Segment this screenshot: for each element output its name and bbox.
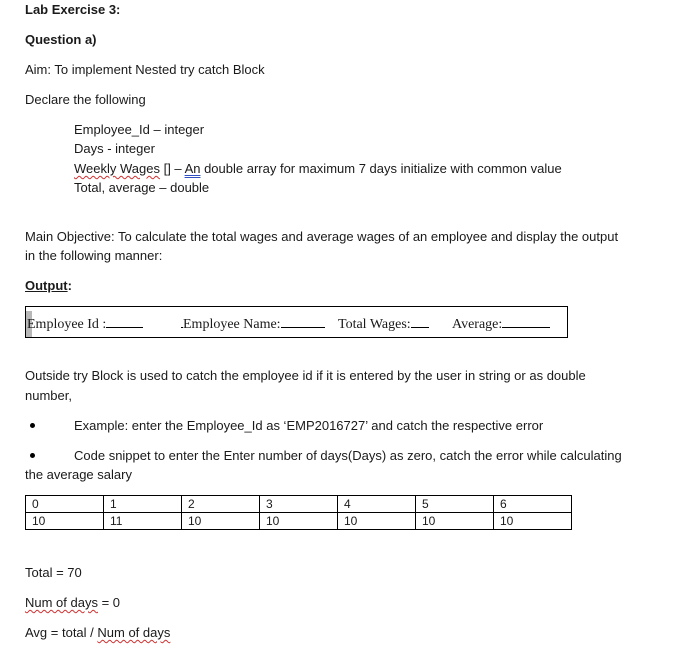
avg-line — [25, 625, 170, 641]
avg-prefix: Avg = total / — [25, 625, 98, 640]
output-total-wages-label: Total Wages: — [338, 317, 411, 332]
output-heading — [25, 278, 72, 294]
question-label: Question a) — [25, 32, 97, 47]
main-objective-line1: Main Objective: To calculate the total wages and average wages of an employee and display the output — [25, 229, 619, 244]
main-objective-line2: in the following manner: — [25, 248, 163, 263]
output-employee-id-label: Employee Id : — [27, 317, 107, 332]
avg-variable: Num of days — [97, 625, 171, 640]
bullet-example: Example: enter the Employee_Id as ‘EMP2016727’ and catch the respective error — [74, 418, 544, 433]
table-cell: 1 — [104, 496, 182, 513]
decl-weekly-wages — [74, 161, 562, 177]
weekly-wages-brackets: [] – — [159, 161, 185, 176]
num-days-value: = 0 — [97, 595, 121, 610]
table-cell: 10 — [26, 513, 104, 530]
table-cell: 10 — [182, 513, 260, 530]
output-colon: : — [67, 278, 72, 293]
table-cell: 3 — [260, 496, 338, 513]
table-cell: 2 — [182, 496, 260, 513]
table-cell: 10 — [338, 513, 416, 530]
table-cell: 4 — [338, 496, 416, 513]
outside-try-line1: Outside try Block is used to catch the employee id if it is entered by the user in string or as double — [25, 368, 586, 383]
output-employee-id — [27, 314, 143, 333]
table-cell: 10 — [416, 513, 494, 530]
table-cell: 10 — [494, 513, 572, 530]
total-wages-blank — [411, 314, 429, 328]
output-format-box — [25, 306, 568, 338]
document-title: Lab Exercise 3: — [25, 2, 121, 17]
table-cell: 0 — [26, 496, 104, 513]
output-average — [452, 314, 550, 333]
table-cell: 11 — [104, 513, 182, 530]
wages-table — [25, 495, 572, 530]
output-average-label: Average: — [452, 317, 503, 332]
weekly-wages-an: An — [184, 161, 201, 176]
output-employee-name — [181, 314, 325, 333]
outside-try-line2: number, — [25, 388, 72, 403]
bullet-snippet-line1: Code snippet to enter the Enter number of days(Days) as zero, catch the error while calculating — [74, 448, 622, 463]
employee-name-blank — [281, 314, 325, 328]
aim-text: Aim: To implement Nested try catch Block — [25, 62, 265, 77]
bullet-dot-icon — [30, 453, 35, 458]
decl-days: Days - integer — [74, 141, 155, 156]
output-label: Output — [25, 278, 68, 293]
weekly-wages-name: Weekly Wages — [74, 161, 160, 176]
total-line: Total = 70 — [25, 565, 82, 580]
bullet-snippet-line2: the average salary — [25, 467, 132, 482]
bullet-dot-icon — [30, 423, 35, 428]
employee-id-blank — [106, 314, 143, 328]
table-row-values — [26, 513, 572, 530]
output-total-wages — [338, 314, 429, 333]
output-employee-name-label: Employee Name: — [183, 317, 281, 332]
table-cell: 10 — [260, 513, 338, 530]
decl-employee-id: Employee_Id – integer — [74, 122, 205, 137]
average-blank — [502, 314, 550, 328]
num-days-variable: Num of days — [25, 595, 98, 610]
decl-total-average: Total, average – double — [74, 180, 210, 195]
weekly-wages-description: double array for maximum 7 days initialize with common value — [200, 161, 562, 176]
table-cell: 5 — [416, 496, 494, 513]
table-row-indices — [26, 496, 572, 513]
table-cell: 6 — [494, 496, 572, 513]
num-days-line — [25, 595, 120, 611]
declare-intro: Declare the following — [25, 92, 146, 107]
